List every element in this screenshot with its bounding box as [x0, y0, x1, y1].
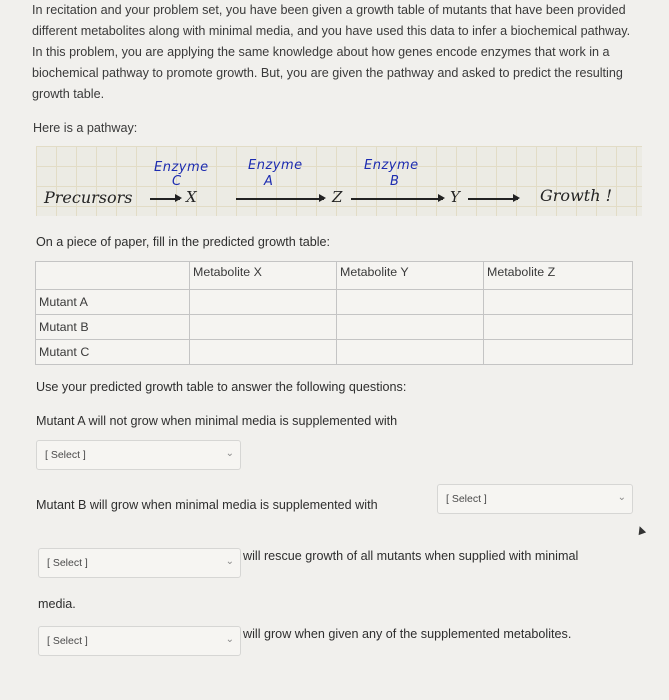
arrow-a	[236, 198, 324, 200]
question-a-text: Mutant A will not grow when minimal media is supplemented with	[36, 414, 398, 428]
chevron-down-icon: ⌄	[225, 556, 234, 567]
select-question-a[interactable]	[36, 440, 241, 470]
select-question-c[interactable]	[38, 548, 241, 578]
table-header-blank	[36, 262, 190, 290]
mouse-cursor-icon	[636, 525, 646, 535]
chevron-down-icon: ⌄	[225, 448, 234, 459]
table-cell	[484, 315, 633, 340]
metabolite-x-label: X	[186, 188, 197, 206]
enzyme-b-label: Enzyme	[364, 158, 419, 173]
arrow-growth	[468, 198, 518, 200]
growth-label: Growth !	[540, 186, 613, 205]
arrow-c	[150, 198, 180, 200]
enzyme-a-letter: A	[264, 174, 274, 189]
table-cell	[190, 340, 337, 365]
row-label-mutant-a: Mutant A	[36, 290, 190, 315]
questions-intro: Use your predicted growth table to answer the following questions:	[36, 380, 407, 394]
table-cell	[484, 340, 633, 365]
metabolite-z-label: Z	[332, 188, 343, 206]
table-header-metabolite-x: Metabolite X	[190, 262, 337, 290]
table-cell	[484, 290, 633, 315]
question-c-text: will rescue growth of all mutants when supplied with minimal	[243, 549, 579, 563]
select-placeholder: [ Select ]	[446, 493, 487, 505]
select-placeholder: [ Select ]	[47, 635, 88, 647]
enzyme-c-label: Enzyme	[154, 160, 209, 175]
table-cell	[190, 315, 337, 340]
question-d-text: will grow when given any of the supplemented metabolites.	[243, 627, 572, 641]
row-label-mutant-b: Mutant B	[36, 315, 190, 340]
table-cell	[337, 315, 484, 340]
growth-table	[35, 261, 633, 365]
select-placeholder: [ Select ]	[47, 557, 88, 569]
table-header-metabolite-y: Metabolite Y	[337, 262, 484, 290]
select-placeholder: [ Select ]	[45, 449, 86, 461]
precursors-label: Precursors	[44, 188, 133, 207]
pathway-image	[36, 146, 642, 216]
table-cell	[337, 290, 484, 315]
metabolite-y-label: Y	[450, 188, 460, 206]
question-c-media-text: media.	[38, 597, 76, 611]
table-row	[36, 290, 633, 315]
enzyme-a-label: Enzyme	[248, 158, 303, 173]
table-header-row	[36, 262, 633, 290]
arrow-b	[351, 198, 443, 200]
select-question-b[interactable]	[437, 484, 633, 514]
table-cell	[190, 290, 337, 315]
pathway-heading: Here is a pathway:	[33, 121, 138, 135]
chevron-down-icon: ⌄	[617, 492, 626, 503]
table-row	[36, 315, 633, 340]
enzyme-b-letter: B	[390, 174, 400, 189]
question-b-text: Mutant B will grow when minimal media is supplemented with	[36, 498, 378, 512]
select-question-d[interactable]	[38, 626, 241, 656]
table-row	[36, 340, 633, 365]
row-label-mutant-c: Mutant C	[36, 340, 190, 365]
table-header-metabolite-z: Metabolite Z	[484, 262, 633, 290]
enzyme-c-letter: C	[172, 174, 182, 189]
chevron-down-icon: ⌄	[225, 634, 234, 645]
intro-paragraph: In recitation and your problem set, you have been given a growth table of mutants that have been provided different metabolites along with minimal media, and you have used this data to infer a biochemical pathway. In this problem, you are applying the same knowledge about how genes encode enzymes that work in a biochemical pathway to promote growth. But, you are given the pathway and asked to predict the resulting growth table.	[32, 3, 631, 101]
table-cell	[337, 340, 484, 365]
table-instruction: On a piece of paper, fill in the predicted growth table:	[36, 235, 331, 249]
